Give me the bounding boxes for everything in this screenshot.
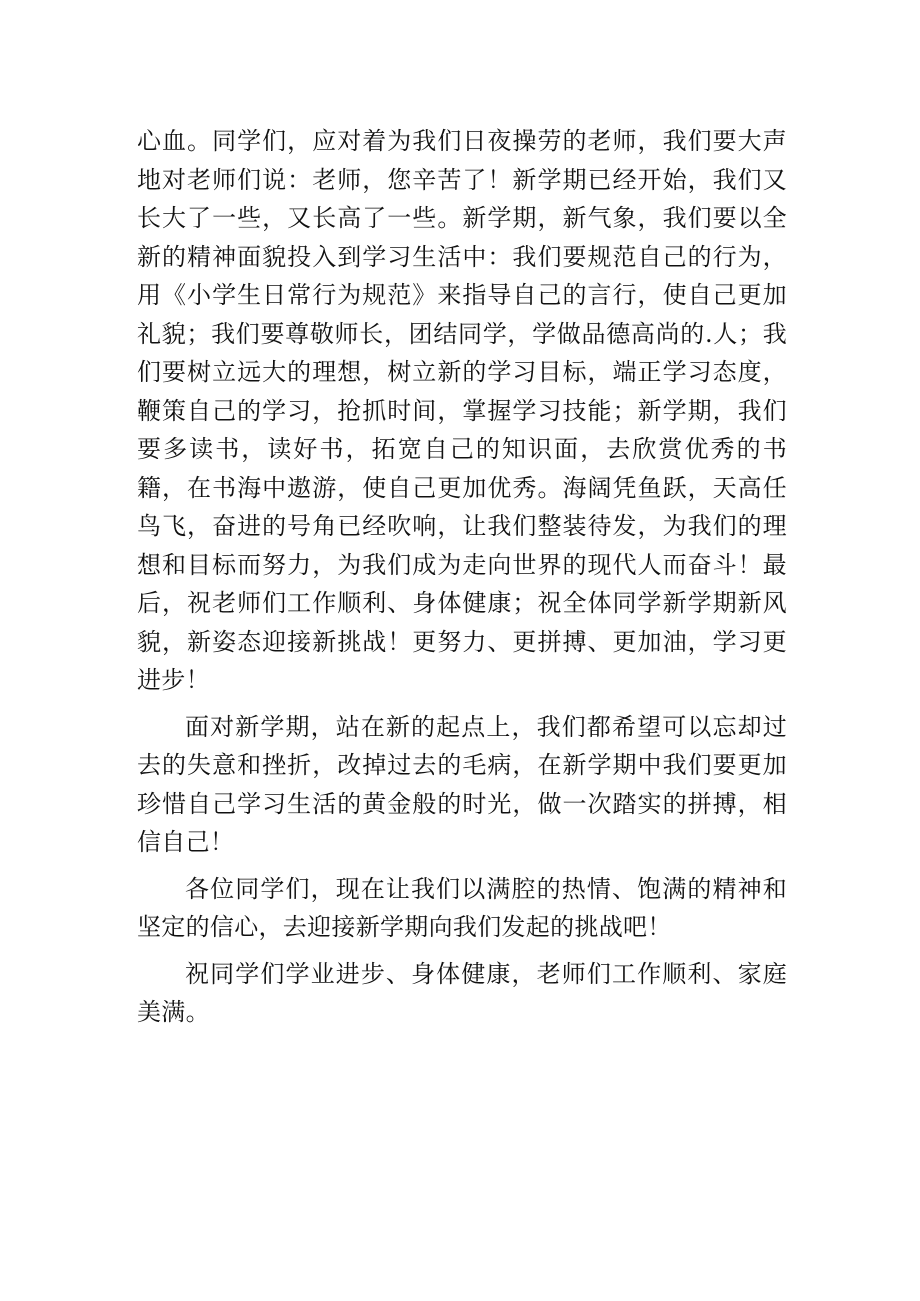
paragraph-blessing: 祝同学们学业进步、身体健康，老师们工作顺利、家庭美满。 (137, 959, 787, 1026)
paragraph-new-semester: 面对新学期，站在新的起点上，我们都希望可以忘却过去的失意和挫折，改掉过去的毛病，在新学期中我们要更加珍惜自己学习生活的黄金般的时光，做一次踏实的拼搏，相信自己！ (137, 712, 787, 856)
paragraph-challenge: 各位同学们，现在让我们以满腔的热情、饱满的精神和坚定的信心，去迎接新学期向我们发起的挑战吧！ (137, 874, 787, 941)
document-body (137, 122, 787, 1032)
paragraph-continuation: 心血。同学们，应对着为我们日夜操劳的老师，我们要大声地对老师们说：老师，您辛苦了！新学期已经开始，我们又长大了一些，又长高了一些。新学期，新气象，我们要以全新的精神面貌投入到学习生活中：我们要规范自己的行为，用《小学生日常行为规范》来指导自己的言行，使自己更加礼貌；我们要尊敬师长，团结同学，学做品德高尚的.人；我们要树立远大的理想，树立新的学习目标，端正学习态度，鞭策自己的学习，抢抓时间，掌握学习技能；新学期，我们要多读书，读好书，拓宽自己的知识面，去欣赏优秀的书籍，在书海中遨游，使自己更加优秀。海阔凭鱼跃，天高任鸟飞，奋进的号角已经吹响，让我们整装待发，为我们的理想和目标而努力，为我们成为走向世界的现代人而奋斗！最后，祝老师们工作顺利、身体健康；祝全体同学新学期新风貌，新姿态迎接新挑战！更努力、更拼搏、更加油，学习更进步！ (137, 127, 787, 694)
